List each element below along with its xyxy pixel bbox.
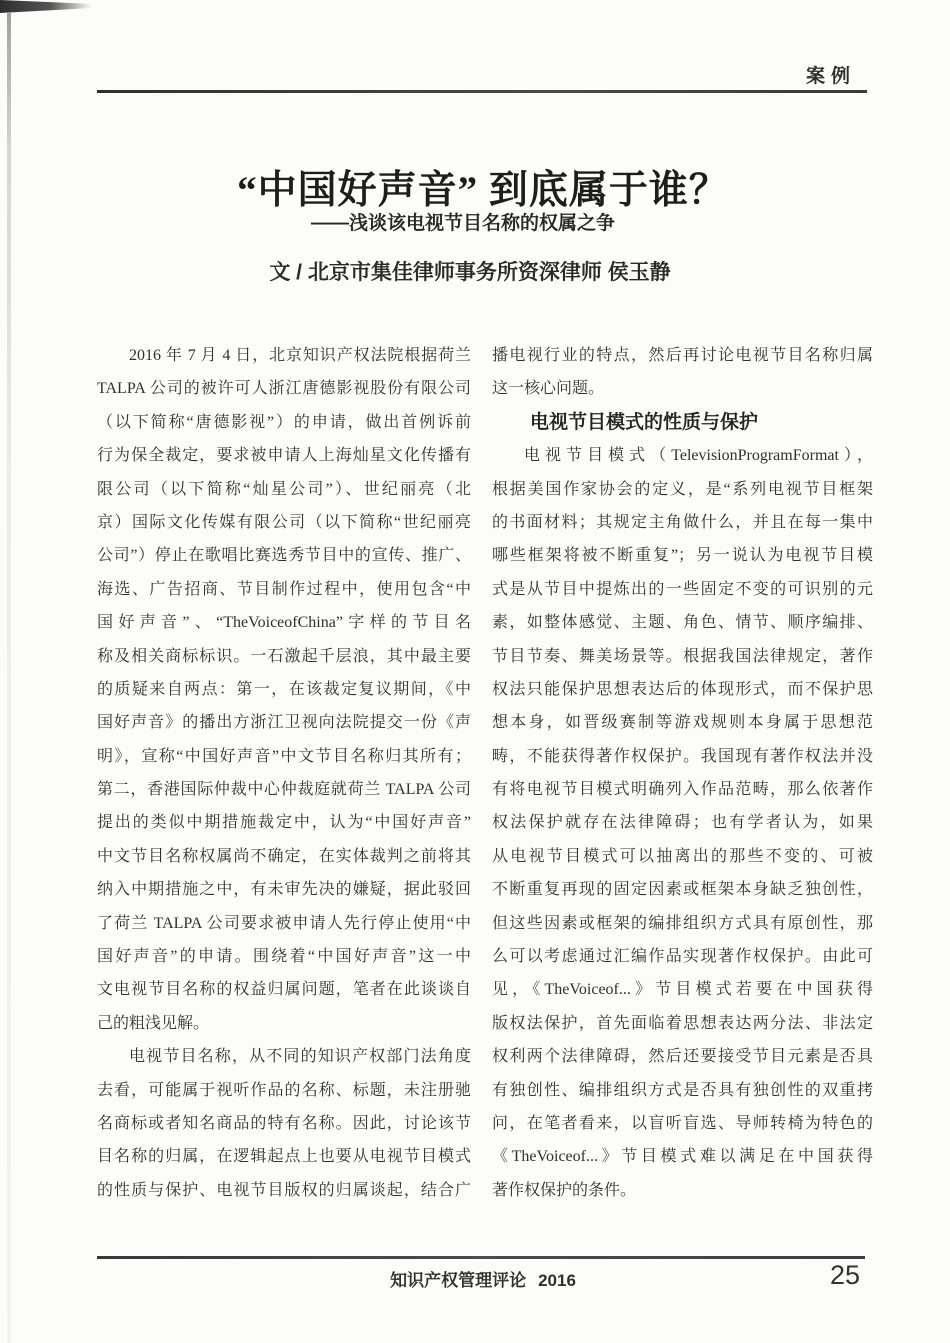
text-line: 海选、广告招商、节目制作过程中，使用包含“中 bbox=[97, 580, 471, 598]
text-line: 但这些因素或框架的编排组织方式具有原创性，那 bbox=[492, 914, 873, 932]
journal-footer bbox=[98, 1266, 868, 1291]
text-line: 播电视行业的特点，然后再讨论电视节目名称归属 bbox=[492, 347, 873, 364]
text-line: 式是从节目中提炼出的一些固定不变的可识别的元 bbox=[492, 580, 873, 598]
text-line: 京）国际文化传媒有限公司（以下简称“世纪丽亮 bbox=[97, 513, 471, 531]
text-line: 国好声音》的播出方浙江卫视向法院提交一份《声 bbox=[97, 714, 471, 732]
text-line: 的性质与保护、电视节目版权的归属谈起，结合广 bbox=[97, 1181, 471, 1199]
text-line: 限公司（以下简称“灿星公司”）、世纪丽亮（北 bbox=[97, 480, 471, 498]
text-line: 见，《TheVoiceof...》节目模式若要在中国获得 bbox=[492, 981, 873, 999]
text-line: 的书面材料；其规定主角做什么，并且在每一集中 bbox=[492, 513, 873, 531]
text-line: （以下简称“唐德影视”）的申请，做出首例诉前 bbox=[97, 413, 471, 431]
text-line: 哪些框架将被不断重复”；另一说认为电视节目模 bbox=[492, 547, 873, 565]
text-line: 有将电视节目模式明确列入作品范畴，那么依著作 bbox=[492, 781, 873, 799]
article-byline: 文 / 北京市集佳律师事务所资深律师 侯玉静 bbox=[269, 261, 671, 284]
right-column bbox=[492, 339, 873, 1207]
text-line: 权法保护就存在法律障碍；也有学者认为，如果 bbox=[492, 814, 873, 832]
text-line: 己的粗浅见解。 bbox=[97, 1014, 210, 1032]
section-heading: 电视节目模式的性质与保护 bbox=[530, 411, 759, 433]
header-rule bbox=[97, 90, 867, 93]
left-column bbox=[97, 339, 471, 1207]
text-line: 文电视节目名称的权益归属问题，笔者在此谈谈自 bbox=[97, 981, 471, 999]
text-line: 行为保全裁定，要求被申请人上海灿星文化传播有 bbox=[97, 447, 471, 465]
text-line: TALPA 公司的被许可人浙江唐德影视股份有限公司 bbox=[97, 380, 471, 398]
text-line: 名商标或者知名商品的特有名称。因此，讨论该节 bbox=[97, 1114, 471, 1132]
article-subtitle: ——浅谈该电视节目名称的权属之争 bbox=[310, 213, 615, 234]
page-number: 25 bbox=[830, 1260, 861, 1290]
text-line: 公司”）停止在歌唱比赛选秀节目中的宣传、推广、 bbox=[97, 547, 471, 565]
text-line: 2016 年 7 月 4 日，北京知识产权法院根据荷兰 bbox=[129, 347, 471, 364]
text-line: 根据美国作家协会的定义，是“系列电视节目框架 bbox=[492, 480, 873, 498]
text-line: 称及相关商标标识。一石激起千层浪，其中最主要 bbox=[97, 647, 471, 665]
journal-name: 知识产权管理评论 bbox=[390, 1271, 527, 1290]
text-line: 不断重复再现的固定因素或框架本身缺乏独创性， bbox=[492, 881, 873, 899]
text-line: 权利两个法律障碍，然后还要接受节目元素是否具 bbox=[492, 1048, 873, 1066]
text-line: 电视节目模式（TelevisionProgramFormat）， bbox=[524, 447, 873, 465]
text-line: 权法只能保护思想表达后的体现形式，而不保护思 bbox=[492, 680, 873, 698]
text-line: 了荷兰 TALPA 公司要求被申请人先行停止使用“中 bbox=[97, 914, 471, 932]
text-line: 问，在笔者看来，以盲听盲选、导师转椅为特色的 bbox=[492, 1114, 873, 1132]
text-line: 中文节目名称权属尚不确定，在实体裁判之前将其 bbox=[97, 847, 471, 865]
text-line: 明》，宣称“中国好声音”中文节目名称归其所有； bbox=[97, 747, 471, 765]
journal-year: 2016 bbox=[538, 1271, 576, 1290]
text-line: 么可以考虑通过汇编作品实现著作权保护。由此可 bbox=[492, 948, 873, 966]
text-line: 去看，可能属于视听作品的名称、标题，未注册驰 bbox=[97, 1081, 471, 1099]
text-line: 《TheVoiceof...》节目模式难以满足在中国获得 bbox=[492, 1148, 873, 1166]
scan-artifact-left-edge bbox=[7, 13, 11, 1343]
text-line: 国好声音”的申请。围绕着“中国好声音”这一中 bbox=[97, 948, 471, 966]
text-line: 想本身，如晋级赛制等游戏规则本身属于思想范 bbox=[492, 714, 873, 732]
text-line: 目名称的归属，在逻辑起点上也要从电视节目模式 bbox=[97, 1148, 471, 1166]
text-line: 有独创性、编排组织方式是否具有独创性的双重拷 bbox=[492, 1081, 873, 1099]
scan-artifact-corner bbox=[0, 0, 92, 13]
article-title: “中国好声音” 到底属于谁？ bbox=[237, 169, 729, 212]
text-line: 提出的类似中期措施裁定中，认为“中国好声音” bbox=[97, 814, 471, 832]
footer-rule bbox=[97, 1256, 865, 1259]
text-line: 的质疑来自两点：第一，在该裁定复议期间，《中 bbox=[97, 680, 471, 698]
text-line: 国好声音”、“TheVoiceofChina”字样的节目名 bbox=[97, 614, 471, 632]
text-line: 电视节目名称，从不同的知识产权部门法角度 bbox=[129, 1048, 471, 1066]
text-line: 素，如整体感觉、主题、角色、情节、顺序编排、 bbox=[492, 614, 873, 632]
text-line: 节目节奏、舞美场景等。根据我国法律规定，著作 bbox=[492, 647, 873, 665]
text-line: 畴，不能获得著作权保护。我国现有著作权法并没 bbox=[492, 747, 873, 765]
text-line: 纳入中期措施之中，有未审先决的嫌疑，据此驳回 bbox=[97, 881, 471, 899]
section-label: 案例 bbox=[806, 66, 857, 87]
text-line: 著作权保护的条件。 bbox=[492, 1181, 637, 1199]
text-line: 版权法保护，首先面临着思想表达两分法、非法定 bbox=[492, 1014, 873, 1032]
text-line: 第二，香港国际仲裁中心仲裁庭就荷兰 TALPA 公司 bbox=[97, 781, 471, 799]
text-line: 这一核心问题。 bbox=[492, 380, 605, 398]
text-line: 从电视节目模式可以抽离出的那些不变的、可被 bbox=[492, 847, 873, 865]
